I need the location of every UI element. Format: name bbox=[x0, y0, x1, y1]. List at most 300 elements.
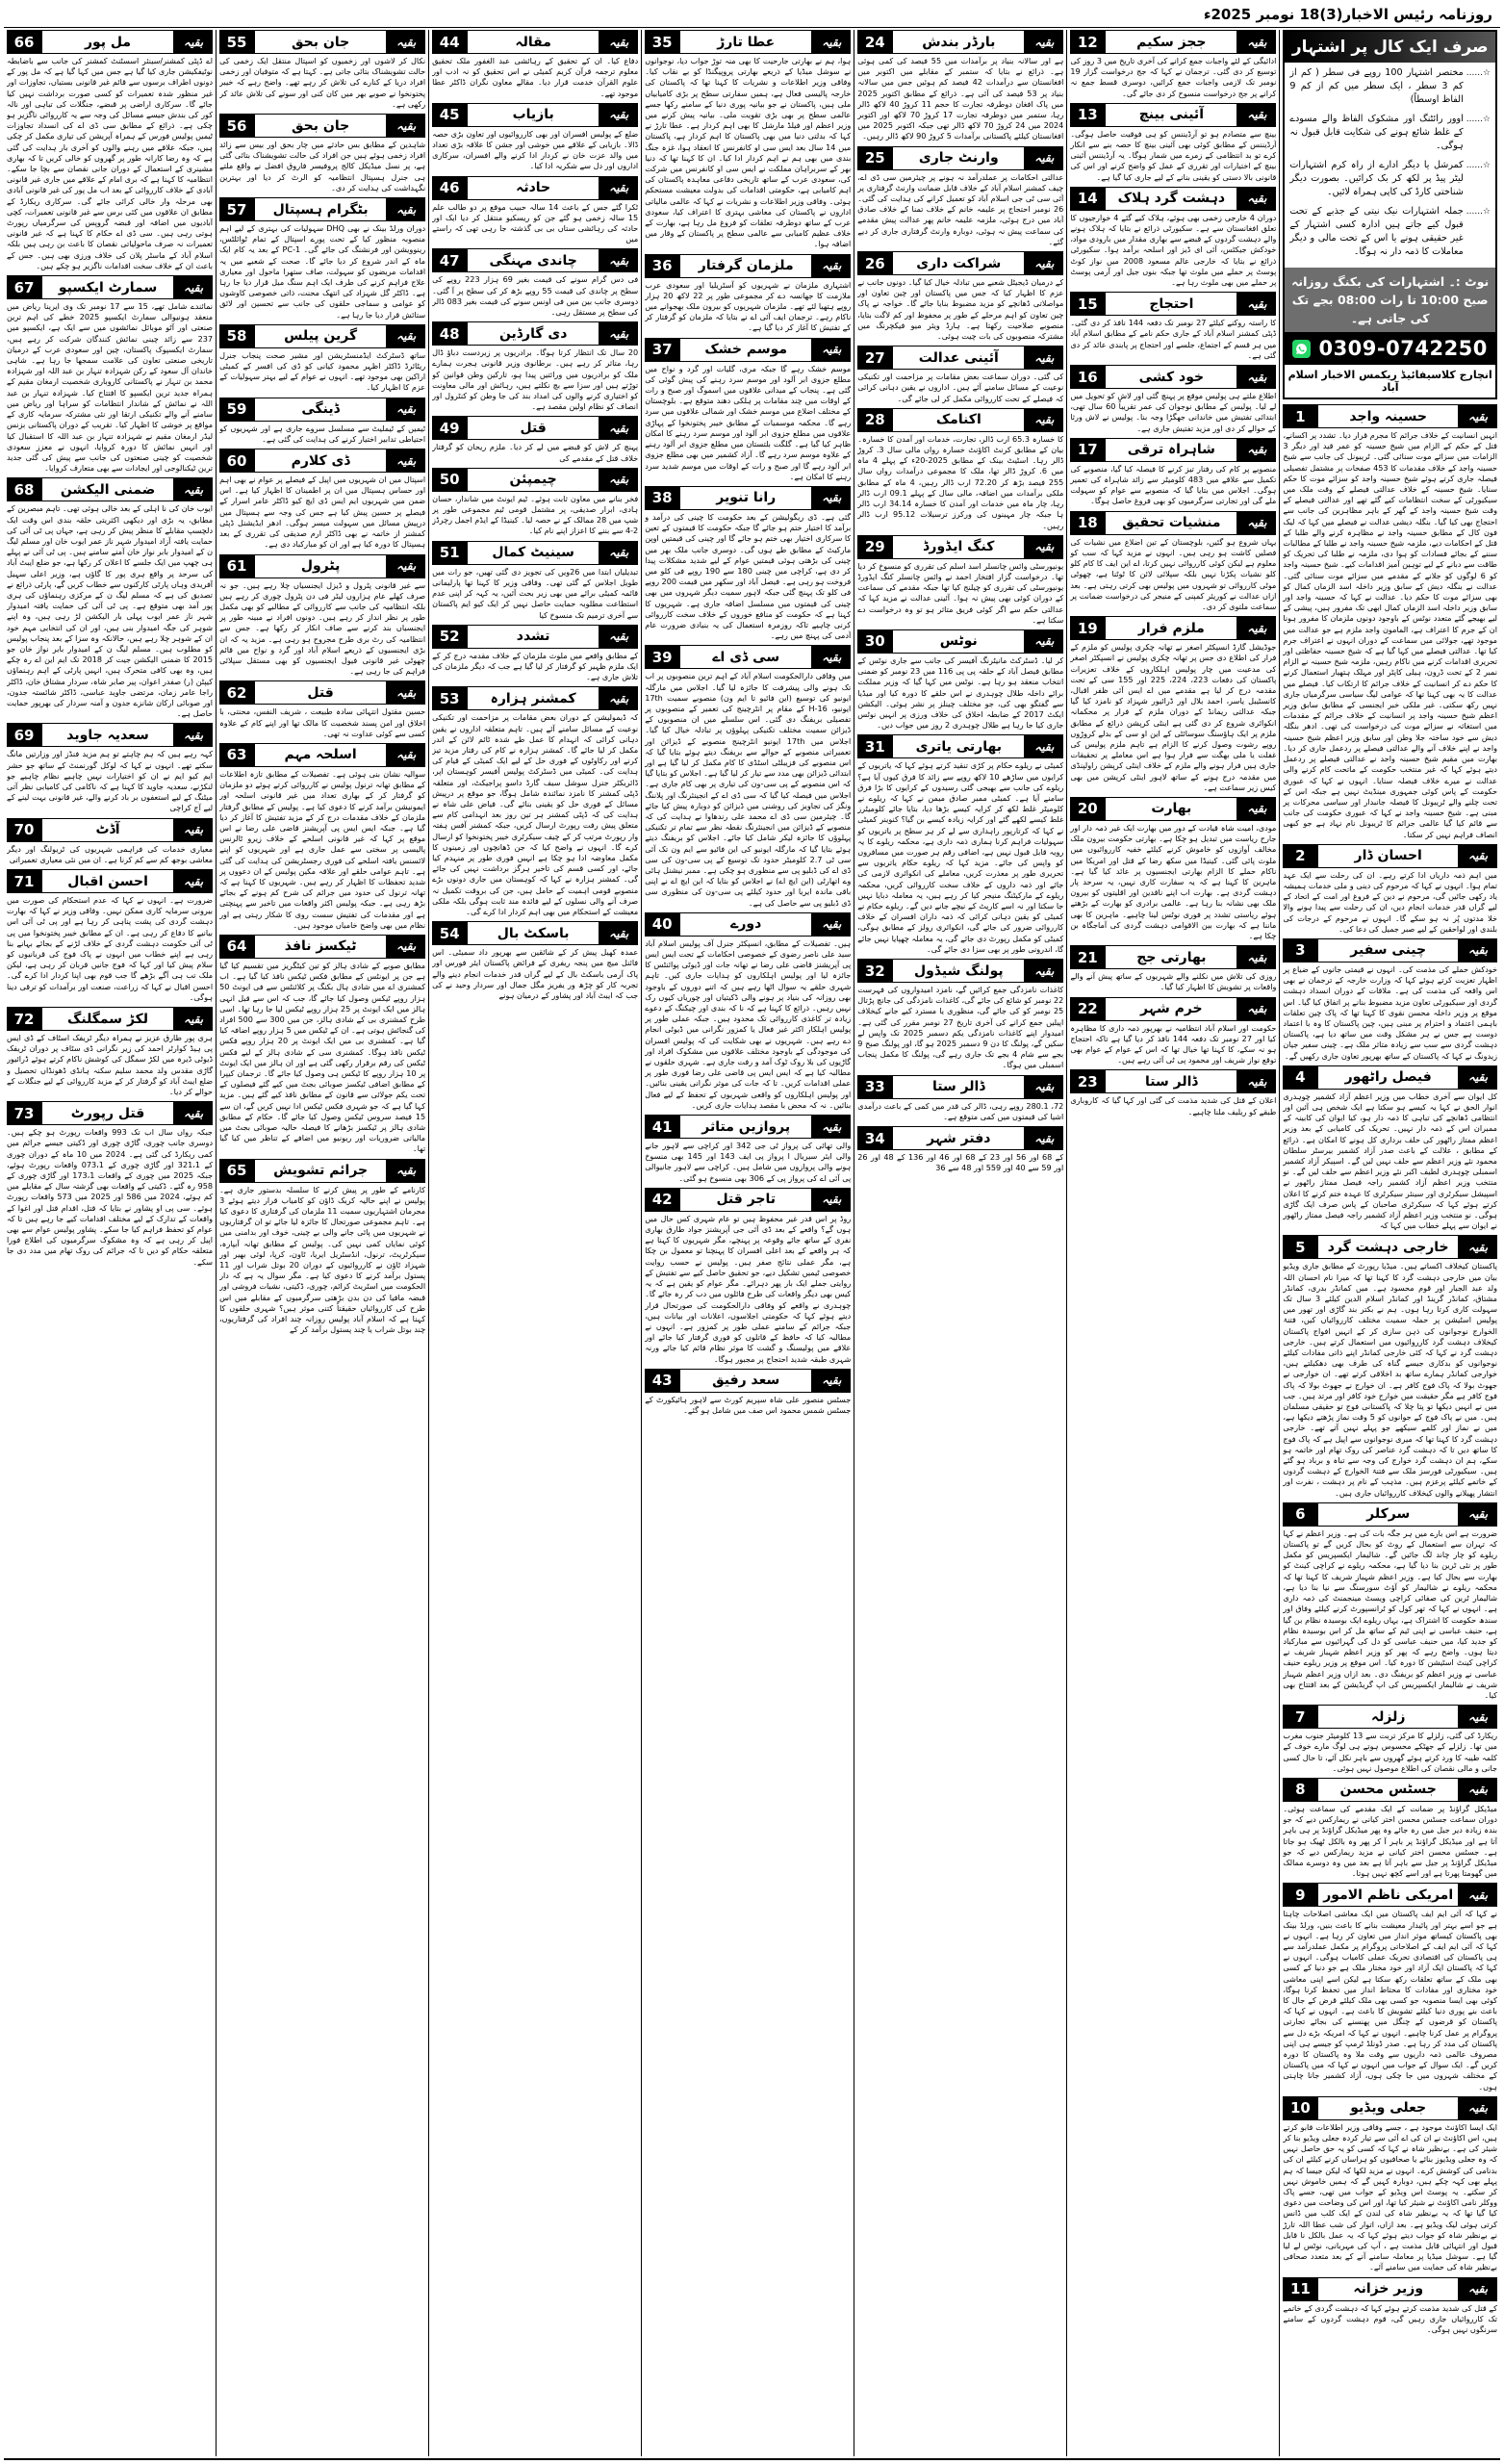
continuation-tag: بقیہ bbox=[813, 913, 850, 936]
continuation-header bbox=[1070, 292, 1276, 316]
story-title: قتل رپورٹ bbox=[40, 1102, 175, 1124]
story-number: 65 bbox=[220, 1160, 253, 1182]
continuation-tag: بقیہ bbox=[600, 687, 637, 709]
continuation-tag: بقیہ bbox=[1026, 960, 1062, 982]
story-block bbox=[7, 1101, 213, 1268]
story-title: احتجاج bbox=[1104, 293, 1238, 315]
story-body: کے درمیان ڈیجیٹل شعبے میں تبادلہ خیال کیا گیا۔ دونوں جانب نے عزم کا اظہار کیا کہ جس میں پاکستان اور چین تعاون اور مواصلاتی ڈھانچے کو مزید مضبوط بنایا جائے گا۔ خواجہ نے پاک چین تعاون کو اہم مرحلے کے طور پر محفوظ اور کم لاگت بتایا، منصوبے صلاحیت رکھتا ہے۔ ہارڈ ویئر میو فیکچرنگ میں مشترکہ منصوبوں کی بات چیت ہوئی۔ bbox=[857, 277, 1064, 342]
story-block bbox=[645, 254, 851, 334]
continuation-header bbox=[219, 30, 425, 54]
continuation-tag: بقیہ bbox=[813, 646, 850, 668]
story-title: حادثہ bbox=[466, 177, 600, 199]
story-block bbox=[1070, 616, 1276, 793]
story-body: ضلع کے پولیس افسران اور بھی کارروائیوں اور تعاون بڑی حصہ ڈالا۔ بازیابی کے علاقے میں خوشی اور جشن کا علاقہ بڑی تعداد میں والد عزت خان نے کردار ادا کرنے والے افسران، سرکاری اداروں اور دل سے شکریہ ادا کیا۔ bbox=[432, 128, 639, 171]
story-block bbox=[432, 921, 638, 1001]
story-number: 57 bbox=[220, 198, 253, 220]
continuation-header bbox=[1070, 511, 1276, 535]
story-number: 40 bbox=[646, 913, 678, 936]
story-title: اکنامک bbox=[891, 409, 1026, 431]
continuation-header bbox=[1283, 1883, 1497, 1907]
continuation-tag: بقیہ bbox=[388, 325, 424, 347]
story-block bbox=[1283, 404, 1497, 840]
ad-panel-footer: انچارج کلاسیفائیڈ ریکمس الاخبار اسلام آباد bbox=[1287, 369, 1492, 394]
story-number: 59 bbox=[220, 398, 253, 421]
story-number: 31 bbox=[858, 735, 891, 757]
story-block bbox=[645, 486, 851, 641]
continuation-tag: بقیہ bbox=[1026, 735, 1062, 757]
story-block bbox=[219, 197, 425, 321]
story-body: نے کہا کہ آئی ایم ایف پاکستان میں ایک معاشی اصلاحات چاہتا ہے جو اسے بہتر اور پائیدار معیشت بنانے کا باعث بنیں، ورلڈ بینک بھی پاکستان کیساتھ موثر انداز میں تعاون کر رہا ہے۔ انہوں نے کہا کہ آئی ایم ایف کے اصلاحاتی پروگرام پر مکمل عملدرآمد سے ہی پاکستان کی اقتصادی تحریک عملی کامیاب ہوگی۔ انہوں نے کہا کہ پاکستان ایک آزاد اور خود مختار ملک ہے جو دنیا کے کسی بھی ملک کے ساتھ تعلقات رکھ سکتا ہے لیکن اسے اپنی معاشی خود مختاری اور مفادات کا محتاط انداز میں تحفظ کرنا ہوگا، کوئی بھی ایسا منصوبہ جو کسی بھی ملک کیلئے قرض کے جال کا باعث بنے پوری دنیا کیلئے تشویش کا باعث ہے۔ انہوں نے کہا کہ پاکستان کو قرضوں کے چنگل میں پھنسنے کی بجائے تجارتی پروگرام پر عمل کرنا چاہیے۔ انہوں نے کہا کہ امریکہ بڑے دل سے پاکستان کی مدد کر رہا ہے۔ صدر ڈونلڈ ٹرمپ کو جیسے ہی اپنی مصروف عالمی ذمہ داریوں سے وقت ملا وہ پاکستان کا دورہ کریں گے۔ ایک سوال کے جواب میں انہوں نے کہا کہ میں پاکستان کے مختلف شہروں میں جا چکی ہوں، آزاد کشمیر جانا چاہتی ہوں۔ bbox=[1283, 1909, 1497, 2092]
continuation-header bbox=[1283, 1235, 1497, 1259]
star-icon: ☆...... bbox=[1466, 115, 1491, 124]
story-block bbox=[1283, 2096, 1497, 2273]
story-body: جوڈیشل گارڈ انسپکٹر اصغر نے تھانہ چکری پولیس کو ملزم کے فرار کی اطلاع دی جس پر تھانہ چکری پولیس نے انسپکٹر اصغر کی مدعیت میں چار پولیس اہلکاروں کے خلاف تعزیرات پاکستان کی دفعات 223، 224، 225 اور 155 سی کے تحت مقدمہ درج کر لیا ہے مقدمے میں اے ایس آئی ظفر اقبال، کانسٹیبل یاسر، احمد بلال اور ڈرائیور شہزاد کو نامزد کیا گیا جبکہ عدالتی ریمانڈ کے دوران ملزم کے فرار پر محکمانہ انکوائری شروع کر دی گئی ہے اینٹی کرپشن ذرائع کے مطابق ملزم پر ایک ہاؤسنگ سوسائٹی کے این او سی کے بدلے کروڑوں روپے رشوت وصول کرنے کا الزام ہے تاہم ملزم پولیس کی غفلت یا ملی بھگت سے فرار ہوا ہے اس معاملے پر تحقیقات جاری ہیں فرار ہونے والے ملزم کے خلاف اینٹی کرپشن راولپنڈی میں مقدمہ درج ہونے کے ساتھ لاہور اینٹی کرپشن میں بھی کیس زیر سماعت ہے۔ bbox=[1070, 642, 1277, 792]
story-block bbox=[857, 629, 1063, 731]
story-body: 20 سال تک انتظار کرتا ہوگا۔ برادریوں پر زبردست دباؤ ڈال رہا، متاثر کر رہے ہیں۔ برطانوی وزیر قانونی ہجرت ہمارے ملک کو برادریوں میں وراثتیں پیدا ہو، تارکین وطن قوانین کو توڑتے ہیں اور سزا سے بچ نکلتے ہیں، رہائش اور مالی معاونت کو اختیاری کرنے والوں کی امداد بند کی جا وطن کو کنٹرول اور انصاف کو نظام اولین مقصد ہے۔ bbox=[432, 347, 639, 412]
story-title: ڈالر ستا bbox=[1104, 1070, 1238, 1092]
story-title: جان بحق bbox=[253, 115, 388, 137]
continuation-tag: بقیہ bbox=[1238, 998, 1275, 1020]
continuation-tag: بقیہ bbox=[1026, 409, 1062, 431]
story-body: مودی، امیت شاہ قیادت کے دور میں بھارت ایک غیر ذمہ دار اور جارح ریاست میں تبدیل ہو چکا ہے۔ بھارتی حکومت بیرون ملک مخالف آوازوں کو خاموش کرنے کیلئے خفیہ کارروائیوں میں ملوث پائی گئی۔ کینیڈا میں سکھ رضا کے قتل اور امریکا میں ناکام حملے کا الزام بھارتی ایجنسیوں پر عائد کیا گیا ہے۔ ماہرین کا کہنا ہے کہ یہ سفارت کاری نہیں، یہ سرحد پار دہشت گردی ہے۔ بھارت اب اپنے ناقدین اور اقلیتوں کو بیرون ملک بھی نشانہ بنا رہا ہے۔ عالمی برادری کو بھارت کے بڑھتے ہوئے ریاستی تشدد پر فوری نوٹس لینا چاہیے۔ ماہرین کا بھی ماننا ہے کہ بھارت بین الاقوامی دہشت گردی کی آماجگاہ بن چکا ہے۔ bbox=[1070, 822, 1277, 940]
continuation-header bbox=[1070, 1069, 1276, 1093]
story-title: رانا تنویر bbox=[678, 487, 813, 509]
story-block bbox=[7, 275, 213, 474]
story-title: موسم خشک bbox=[678, 339, 813, 361]
story-title: جعلی ویڈیو bbox=[1316, 2097, 1460, 2119]
story-body: میڈیکل گراؤنڈ پر ضمانت کے ایک مقدمے کی سماعت ہوئی۔ دوران سماعت جسٹس محسن اختر کیانی نے ریمارکس دیے کہ جو بندہ زیادہ دیر جیل میں رہ جائے وہ پھر میڈیکل گراؤنڈ پر ہی باہر آتا ہے اور میڈیکل گراؤنڈ پر باہر آ کر پھر وہ بالکل ٹھیک ہو جاتا ہے۔ جسٹس محسن اختر کیانی نے مزید ریمارکس دیے کہ جو میڈیکل گراؤنڈ پر جیل سے باہر آتا ہے بعد میں وہ دوسرے ممالک میں گھومتا پھرتا ہے اور اسے کچھ نہیں ہوتا۔ bbox=[1283, 1803, 1497, 1879]
story-number: 55 bbox=[220, 31, 253, 53]
story-block bbox=[1070, 365, 1276, 434]
story-body: کمیٹی نے ریلوے حکام پر کڑی تنقید کرتے ہوئے کہا کہ یاتریوں کے کرایوں میں ساڑھے 10 لاکھ روپے سے زائد کا فرق کیوں آیا ہے؟ ریلوے کی جانب سے بھیجی گئی رسیدوں کے کرایوں کا بڑا فرق سامنے آیا ہے۔ کمیٹی ممبر صادق میمن نے کہا کہ ریلوے نے کلومیٹر غلط لکھ کر کرایہ کیسے بڑھا دیا، بتایا جائے کلومیٹرز غلط کیسے لکھے گئے اور کرایہ زیادہ کیسے بن گیا؟ کنوینر کمیٹی نے کہا کہ کرتارپور راہداری سے لے کر ہر سطح پر یاتریوں کو سہولیات فراہم کرنا ہماری ذمہ داری ہے، محکمہ ریلوے کا یہ رویہ قابل قبول نہیں ہے، اضافی رقم ہر صورت میں مسافروں کو واپس کی جائے۔ مزید کہا کہ ریلوے حکام یاتریوں سے تحریری طور پر معذرت کریں، معاملے کی انکوائری لازمی کی جائے اور ذمہ داروں کے خلاف سخت کارروائی کریں، محکمہ ریلوے کے مارکیٹنگ منیجر کیا کر رہے ہیں، یہ معاملہ دبایا نہیں جا سکتا اور نہ اسے کارپٹ کے نیچے جانے دیں گے۔ ریلوے حکام نے کمیٹی کو یقین دہانی کرائی کہ ذمہ داران افسران کے خلاف کارروائی ضرور کی جائے گی، انکوائری رولز کے مطابق ہوگی، کمیٹی کو مکمل رپورٹ دی جائے گی، یہ معاملہ چھپایا نہیں جائے گا، اندرونی طور پر بھی سزا دی جائے گی۔ bbox=[857, 760, 1064, 954]
continuation-header bbox=[1283, 1502, 1497, 1527]
story-body: نکال کر لاشوں اور زخمیوں کو اسپتال منتقل ایک زخمی کی حالت تشویشناک بتائی جاتی ہے۔ کہتا ہے کہ متوفیان اور زخمی افراد دریا کے کنارے کی تلاش کر رہے تھے۔ واضح رہے کہ خیبر پختونخوا نے صوبے بھر میں کان کنی اور سونے کی تلاش عائد کر رکھی ہے۔ bbox=[219, 56, 426, 109]
story-title: ڈی کلارم bbox=[253, 449, 388, 472]
continuation-tag: بقیہ bbox=[813, 487, 850, 509]
story-number: 52 bbox=[433, 626, 466, 648]
story-block bbox=[1283, 1705, 1497, 1774]
story-number: 60 bbox=[220, 449, 253, 472]
continuation-tag: بقیہ bbox=[813, 1116, 850, 1138]
story-body: روزی کی تلاش میں نکلنے والے شہریوں کے ساتھ پیش آنے والے واقعات پر تشویش کا اظہار کیا گیا۔ bbox=[1070, 971, 1277, 992]
continuation-header bbox=[7, 275, 213, 299]
continuation-header bbox=[7, 869, 213, 893]
story-number: 5 bbox=[1284, 1236, 1316, 1258]
story-body: ہے اور سالانہ بنیاد پر برآمدات میں 55 فیصد کی کمی ہوئی ہے۔ ذرائع نے بتایا کہ ستمبر کے مقابلے میں اکتوبر میں افغانستان سے درآمدات 42 فیصد کم ہوئیں جس میں سالانہ بنیاد پر 53 فیصد کی آئی ہے۔ ذرائع کے مطابق اکتوبر 2025 میں پاک افغان دوطرفہ تجارت کا حجم 11 کروڑ 40 لاکھ ڈالر رہا، ستمبر میں دوطرفہ تجارت 17 کروڑ 70 لاکھ اور اکتوبر 2024 میں 24 کروڑ 70 لاکھ ڈالر تھی جبکہ اکتوبر 2025 میں افغانستان کیلئے پاکستانی برآمدات 5 کروڑ 90 لاکھ ڈالر رہیں۔ bbox=[857, 56, 1064, 141]
continuation-header bbox=[219, 1159, 425, 1183]
continuation-tag: بقیہ bbox=[388, 398, 424, 421]
story-block bbox=[645, 1115, 851, 1184]
col-6 bbox=[216, 30, 428, 2456]
story-block bbox=[1070, 797, 1276, 941]
continuation-header bbox=[219, 743, 425, 767]
story-body: یہاں شروع ہو گئیں، بلوچستان کے تین اضلاع میں نشیات کی فصلیں کاشت ہو رہی ہیں۔ انہوں نے مزید کہا کہ سب کو معلوم ہے لیکن کوئی کارروائی نہیں کرتا، اے این ایف کا کام کلو کلو نشیات پکڑنا نہیں بلکہ سپلائی لائن کا ٹوٹنا ہے، چھوٹی موٹی کارروائی تو شہروں میں پولیس بھی کرتی رہتی ہے۔ بعد ازاں عدالت نے کوریئر کمپنی کے منیجر کی درخواست ضمانت پر سماعت ملتوی کر دی۔ bbox=[1070, 536, 1277, 611]
continuation-header bbox=[857, 959, 1063, 983]
continuation-header bbox=[7, 30, 213, 54]
story-title: بٹگرام ہسپتال bbox=[253, 198, 388, 220]
story-number: 27 bbox=[858, 346, 891, 369]
story-number: 67 bbox=[8, 276, 40, 298]
story-title: کمشنر ہزارہ bbox=[466, 687, 600, 709]
story-number: 1 bbox=[1284, 405, 1316, 427]
story-title: آئینی عدالت bbox=[891, 346, 1026, 369]
continuation-tag: بقیہ bbox=[1026, 1076, 1062, 1098]
story-number: 58 bbox=[220, 325, 253, 347]
continuation-tag: بقیہ bbox=[1238, 617, 1275, 639]
story-title: منشیات تحقیق bbox=[1104, 512, 1238, 534]
story-title: وارنٹ جاری bbox=[891, 147, 1026, 169]
story-body: کہ ڈیمولیشن کے دوران بعض مقامات پر مزاحمت اور تکنیکی نوعیت کے مسائل سامنے آئے ہیں۔ تاہم متعلقہ اداروں نے یقین دہانی کرائی کہ انہدام کا عمل طے شدہ ٹائم لائن کے اندر مکمل کر لیا جائے گا۔ کمشنر ہزارہ نے کام کی رفتار مزید تیز کرنے اور رکاوٹوں کے فوری حل کے لیے ایک کمیٹی کے قیام کی ہدایت کی۔ کمیٹی میں ڈسٹرکٹ پولیس آفیسر کوہستان اپر، ڈائریکٹر جنرل سوشل سیف گارڈ داسو پراجیکٹ، اور متعلقہ ڈپٹی کمشنر کا نامزد نمائندہ شامل ہوگا، جو موقع پر درپیش مسائل کے فوری حل کو یقینی بنائے گی۔ فیاض علی شاہ نے ہدایت کی کہ ڈپٹی کمشنر ہر تین روز بعد انہدامی کام سے متعلق پیش رفت رپورٹ ارسال کریں، جبکہ کمشنر آفس ہفتہ وار رپورٹ مرتب کر کے چیف سیکرٹری خیبر پختونخوا کو ارسال کرے گا۔ انہوں نے واضح کیا کہ جن ڈھانچوں اور زمینوں کا مکمل معاوضہ ادا ہو چکا ہے انہیں فوری طور پر منہدم کیا جائے، اور کسی قسم کی تاخیر ہرگز برداشت نہیں کی جائے گی۔ کمشنر ہزارہ نے کہا کہ کوہستان میں جاری دونوں بڑے منصوبے قومی اہمیت کے حامل ہیں، جن کی بروقت تکمیل نہ صرف آنے والی نسلوں کے لیے فائدہ مند ثابت ہوگی بلکہ ملکی معیشت کے استحکام میں بھی اہم کردار ادا کرے گی۔ bbox=[432, 712, 639, 916]
story-number: 32 bbox=[858, 960, 891, 982]
col-2 bbox=[1066, 30, 1279, 2456]
story-title: بھارتی جج bbox=[1104, 946, 1238, 968]
ad-phone-row[interactable] bbox=[1285, 332, 1495, 365]
story-title: امریکی ناظم الامور bbox=[1316, 1884, 1460, 1906]
story-number: 16 bbox=[1071, 366, 1104, 388]
story-title: ضمنی الیکشن bbox=[40, 478, 175, 500]
story-number: 46 bbox=[433, 177, 466, 199]
story-body: موسم خشک رہے گا جبکہ مری، گلیات اور گرد و نواح میں مطلع جزوی ابر آلود اور موسم سرد رہنے کی پیش گوئی کی گئی ہے۔ پنجاب کے میدانی علاقوں میں اسموگ اور صبح و رات کے اوقات میں چند مقامات پر ہلکی دھند متوقع ہے۔ بلوچستان کے مختلف اضلاع میں موسم خشک اور شمالی علاقوں میں سرد رہے گا۔ محکمہ موسمیات کے مطابق خیبر پختونخوا کے پہاڑی علاقوں میں مطلع جزوی ابر آلود اور موسم سرد رہنے کا امکان ظاہر کیا گیا ہے۔ گلگت بلتستان میں مطلع جزوی ابر آلود رہنے کے علاوہ موسم سرد رہے گا۔ آزاد کشمیر میں بھی مطلع جزوی ابر آلود رہے گا اور صبح و رات کے اوقات میں موسم شدید سرد رہنے کا امکان ہے۔ bbox=[645, 363, 852, 481]
ad-booking-note: نوٹ :۔ اشتہارات کی بکنگ روزانہ صبح 10:00 تا رات 08:00 بجے تک کی جاتی ہے۔ bbox=[1285, 268, 1495, 332]
story-title: سعد رفیق bbox=[678, 1370, 813, 1392]
story-title: جان بحق bbox=[253, 31, 388, 53]
story-body: ایوب خان کی نا اہلی کے بعد خالی ہوئی تھی۔ تاہم مبصرین کے مطابق، یہ بڑی اور دیکھی اکثریتی حلقہ بندی اس وقت ایک دلچسپ مقابلے کا منظر پیش کر رہی ہے، جہاں پی ٹی آئی کی حمایت یافتہ آزاد امیدوار شہر ناز عمر ایوب خان اور مسلم لیگ ن کے امیدوار بابر نواز خان آمنے سامنے ہیں۔ پی ٹی آئی نے پہلے ہی چھپ میں ایک جلسے کا اعلان کر رکھا ہے، جو ضلع ایبٹ آباد کی سرحد پر واقع ہری پور کا گاؤں ہے، وزیر اعلی سہیل آفریدی وہاں پارٹی کارکنوں سے خطاب کریں گے، پارٹی ذرائع نے تصدیق کی ہے کہ مسلم لیگ ن کے مرکزی رہنماؤں کی ہری پور آمد بھی متوقع ہے۔ پی ٹی آئی کی حمایت یافتہ امیدوار شہر ناز عمر ایوب پہلی بار الیکشن لڑ رہی ہیں، وہ اپنے شوہر کی جگہ امیدوار بنی ہیں، اور ان کی انتخابی مہم خود ان کے شوہر چلا رہے ہیں، حالانکہ وہ سزا کے بعد پنجاب پولیس کو مطلوب ہیں۔ مسلم لیگ ن کے امیدوار بابر نواز خان جو 2015 کا ضمنی الیکشن جیت کر 2018 تک ایم این اے رہ چکے ہیں، وہ بھی کافی متحرک ہیں، انہیں پارٹی کے اہم رہنماؤں کیپٹن (ر) صفدر اعوان، پیر صابر شاہ، سردار مشتاق خان، ڈاکٹر راجا عامر زمان، مرتضی جاوید عباسی، ڈاکٹر شائستہ جدون، اور صوبائی ارکان شانزے جدون و آمنہ سردار کی بھرپور حمایت حاصل ہے۔ bbox=[7, 503, 214, 719]
story-title: سمارٹ ایکسپو bbox=[40, 276, 175, 298]
story-number: 66 bbox=[8, 31, 40, 53]
masthead bbox=[4, 2, 1500, 28]
story-body: جسٹس منصور علی شاہ سپریم کورٹ سے لاہور ہائیکورٹ کے جسٹس شمس محمود اس صف میں شامل ہو گئے۔ bbox=[645, 1394, 852, 1415]
story-body: ٹیمیں کے ٹیملیٹ سے مسلسل سروے جاری ہے اور شہریوں کو احتیاطی تدابیر اختیار کرنے کی ہدایت کی گئی ہے۔ bbox=[219, 423, 426, 444]
story-title: شاہراہ ترقی bbox=[1104, 439, 1238, 461]
story-title: ڈینگی bbox=[253, 398, 388, 421]
continuation-tag: بقیہ bbox=[813, 339, 850, 361]
story-block bbox=[219, 680, 425, 739]
continuation-header bbox=[857, 1126, 1063, 1150]
continuation-tag: بقیہ bbox=[1460, 1503, 1496, 1526]
continuation-tag: بقیہ bbox=[388, 31, 424, 53]
story-block bbox=[857, 251, 1063, 342]
continuation-header bbox=[432, 468, 638, 492]
continuation-tag: بقیہ bbox=[1026, 346, 1062, 369]
continuation-header bbox=[857, 1075, 1063, 1099]
story-body: کی گئی۔ دوران سماعت بعض مقامات پر مزاحمت اور تکنیکی نوعیت کے مسائل سامنے آئے ہیں۔ اداروں نے یقین دہانی کرائی کہ فیصلے کے تحت کارروائی مکمل کر لی جائے گی۔ bbox=[857, 372, 1064, 403]
story-block bbox=[1070, 945, 1276, 992]
story-number: 69 bbox=[8, 724, 40, 746]
story-number: 24 bbox=[858, 31, 891, 53]
continuation-header bbox=[1070, 797, 1276, 821]
continuation-header bbox=[857, 346, 1063, 370]
continuation-tag: بقیہ bbox=[1460, 2278, 1496, 2300]
story-title: تشدد bbox=[466, 626, 600, 648]
continuation-tag: بقیہ bbox=[1238, 439, 1275, 461]
story-number: 30 bbox=[858, 630, 891, 653]
story-block bbox=[857, 346, 1063, 404]
continuation-header bbox=[1070, 997, 1276, 1021]
story-number: 9 bbox=[1284, 1884, 1316, 1906]
continuation-header bbox=[645, 1115, 851, 1139]
star-icon: ☆...... bbox=[1466, 161, 1491, 170]
continuation-header bbox=[645, 1188, 851, 1212]
continuation-tag: بقیہ bbox=[1238, 31, 1275, 53]
story-block bbox=[1283, 844, 1497, 935]
story-block bbox=[219, 324, 425, 394]
story-title: نوٹس bbox=[891, 630, 1026, 653]
continuation-header bbox=[857, 629, 1063, 654]
story-number: 26 bbox=[858, 252, 891, 274]
continuation-header bbox=[1070, 616, 1276, 640]
story-block bbox=[1070, 438, 1276, 507]
story-body: اسپتال میں ان شہریوں میں اپیل کے فیصلے پر عوام نے بھی اہم اور حساس ہسپتال میں ان پر اطمینان کا اظہار کیا ہے۔ اس ضمن میں شہریوں ایم ایس ڈی ایچ کیو ڈاکٹر عامر اسرار کے فیصلے پر حسین پیش کیا ہے جس کی وجہ سے ہسپتال میں درپیش مسائل میں سہولت میسر ہوگی۔ ادھر ایڈیشنل ڈپٹی کمشنر از خاتمہ نے بھی ڈاکٹر ارم صدیقی کی تقرری کے بعد ہسپتال کا دورہ کیا ہے اور ان کو مبارکباد دی ہے۔ bbox=[219, 475, 426, 550]
story-body: اے ڈپٹی کمشنر/سینئر اسسٹنٹ کمشنر کی جانب سے باضابطہ نوٹیفکیشن جاری کیا گیا ہے جس میں کہا گیا ہے کہ مل پور کے دونوں اطراف برسوں سے قائم غیر قانونی بستیاں، تجاوزات اور غیر منظور شدہ تعمیرات کو کسی صورت برداشت نہیں کیا جائے گا۔ سرکاری اراضی پر قبضے، جنگلات کی تباہی اور نالہ کور کی بندش جیسے مسائل کی وجہ سے یہ کارروائی ناگزیر ہو چکی ہے۔ ذرائع کے مطابق سی ڈی اے کی انسداد تجاوزات ٹیمیں پولیس فورس کے ہمراہ آپریشن کی تیاری مکمل کر چکی ہیں، جبکہ علاقے میں رہنے والوں کو آخری بار ہدایت کی گئی ہے کہ وہ رضا کارانہ طور پر گھروں کو خالی کریں تا کہ بھاری مشینری کے استعمال کے دوران جانی نقصان سے بچا جا سکے۔ انتظامیہ کا کہنا ہے کہ بری امام کے علاقے میں جاری غیر قانونی آبادی کے خلاف کارروائی کے بعد اب مل پور کی غیر قانونی آبادی بھی مرحلہ وار خالی کرائی جائے گی۔ سرکاری ریکارڈ کے مطابق ان علاقوں میں کئی برس سے غیر قانونی تعمیرات، کچی آبادیوں میں اضافہ اور قبضہ گروپس کی سرگرمیاں رپورٹ ہوتی رہی ہیں۔ سی ڈی اے حکام کا کہنا ہے کہ غیر قانونی تعمیرات نہ صرف ماحولیاتی نقصان کا باعث بن رہی ہیں بلکہ اسلام آباد کے ماسٹر پلان کی خلاف ورزی بھی ہیں۔ جس کے باعث ان کے خلاف سخت اقدامات ناگزیر ہو چکے ہیں۔ bbox=[7, 56, 214, 270]
story-number: 29 bbox=[858, 536, 891, 558]
story-body: سوالیہ نشان بنی ہوئی ہے۔ تفصیلات کے مطابق تازہ اطلاعات کے مطابق تھانہ ترنول پولیس نے کارروائی کرتے ہوئے دو ملزمان کو گرفتار کر کے بھاری تعداد میں غیر قانونی اسلحہ اور ایمونیشن برآمد کرنے کا دعوی کیا ہے۔ پولیس کے مطابق گرفتار ملزمان کے خلاف مقدمات درج کر کے مزید تفتیش کا آغاز کر دیا گیا ہے۔ جبکہ ایس ایس پی آپریشنز قاضی علی رضا نے اس موقع پر کہا کہ غیر قانونی اسلحے کے خلاف زیرو ٹالرنس پالیسی پر سختی سے عمل جاری ہے اور شہریوں کو اپنے لائسنس یافتہ اسلحے کی فوری رجسٹریشن کی ہدایت کی گئی ہے۔ تاہم عوامی حلقے اور علاقہ مکین پولیس کے ان دعووں پر شدید تحفظات کا اظہار کر رہے ہیں۔ شہریوں کا کہنا ہے کہ تھانہ ترنول کی حدود میں جرائم کی شرح کم ہونے کے بجائے بڑھ رہی ہے۔ جبکہ پولیس اکثر واقعات میں تاخیر سے پہنچتی ہے اور مقدمات کی تفتیش سست روی کا شکار رہتی ہے اور نظام میں بھی واضح خامیاں موجود ہیں۔ bbox=[219, 768, 426, 930]
ad-panel-heading: صرف ایک کال پر اشتہار bbox=[1285, 32, 1495, 63]
story-number: 43 bbox=[646, 1370, 678, 1392]
story-title: تاجر قتل bbox=[678, 1189, 813, 1211]
continuation-header bbox=[7, 1101, 213, 1125]
story-number: 13 bbox=[1071, 104, 1104, 126]
continuation-header bbox=[219, 680, 425, 705]
story-number: 4 bbox=[1284, 1066, 1316, 1089]
story-title: سینیٹ کمال bbox=[466, 542, 600, 564]
story-body: کے 68 اور 56 اور 23 کے 68 اور 46 اور 136 کے 48 اور 26 اور 59 سے 40 اور 559 اور 48 سے 36 bbox=[857, 1152, 1064, 1173]
story-title: جسٹس محسن bbox=[1316, 1779, 1460, 1801]
continuation-header bbox=[432, 30, 638, 54]
ad-phone-number[interactable]: 0309-0742250 bbox=[1318, 337, 1488, 360]
story-number: 25 bbox=[858, 147, 891, 169]
ad-bullet-text: کمرشل یا دیگر ادارے از راہ کرم اشتہارات لیٹر پیڈ پر لکھ کر بک کرائیں۔ بصورت دیگر شناختی کارڈ کی کاپی ہمراہ لائیں۔ bbox=[1289, 160, 1464, 197]
continuation-tag: بقیہ bbox=[175, 1102, 212, 1124]
continuation-header bbox=[432, 541, 638, 565]
col-4 bbox=[641, 30, 854, 2456]
story-number: 37 bbox=[646, 339, 678, 361]
story-title: چاندی مہنگی bbox=[466, 249, 600, 271]
continuation-tag: بقیہ bbox=[1238, 1070, 1275, 1092]
bottom-rule bbox=[4, 2458, 1500, 2460]
story-block bbox=[7, 723, 213, 813]
story-block bbox=[219, 398, 425, 445]
continuation-header bbox=[219, 554, 425, 578]
story-number: 73 bbox=[8, 1102, 40, 1124]
continuation-header bbox=[1070, 945, 1276, 969]
continuation-tag: بقیہ bbox=[388, 681, 424, 704]
story-block bbox=[857, 959, 1063, 1071]
continuation-header bbox=[432, 625, 638, 649]
story-body: فی دس گرام سونے کی قیمت بغیر 69 ہزار 223 روپے کی سطح پر چاندی کی قیمت 55 روپے بڑھ کر کی سطح پر آ گئی۔ دوسری جانب بین میں فی اونس سونے کی قیمت بغیر 083 ڈالر کی سطح پر مستقل رہی۔ bbox=[432, 274, 639, 318]
story-title: بھارت bbox=[1104, 798, 1238, 820]
continuation-header bbox=[857, 734, 1063, 758]
story-title: قتل bbox=[466, 417, 600, 439]
story-title: مل پور bbox=[40, 31, 175, 53]
continuation-tag: بقیہ bbox=[600, 922, 637, 944]
continuation-tag: بقیہ bbox=[175, 1008, 212, 1030]
story-title: ملزمان گرفتار bbox=[678, 255, 813, 277]
continuation-tag: بقیہ bbox=[388, 555, 424, 578]
story-number: 61 bbox=[220, 555, 253, 578]
story-body: اعلان کے قتل کی شدید مذمت کی گئی اور کہا گیا کہ کاروباری طبقے کو ریلیف ملنا چاہیے۔ bbox=[1070, 1095, 1277, 1116]
continuation-tag: بقیہ bbox=[813, 1370, 850, 1392]
story-title: ڈالر ستا bbox=[891, 1076, 1026, 1098]
continuation-tag: بقیہ bbox=[175, 870, 212, 892]
story-number: 33 bbox=[858, 1076, 891, 1098]
continuation-header bbox=[1283, 844, 1497, 868]
story-number: 48 bbox=[433, 322, 466, 345]
continuation-header bbox=[857, 251, 1063, 275]
continuation-header bbox=[645, 486, 851, 510]
continuation-tag: بقیہ bbox=[388, 936, 424, 958]
continuation-header bbox=[432, 103, 638, 127]
story-block bbox=[1070, 292, 1276, 361]
story-title: چیمپئن bbox=[466, 469, 600, 491]
story-block bbox=[432, 30, 638, 99]
story-body: معیاری خدمات کی فراہمی شہریوں کی ٹریولنگ اور دیگر معاشی بوجھ کم سے کم کرنا ہے۔ ان میں نئی معیاری تعمیراتی bbox=[7, 843, 214, 864]
story-title: آڈٹ bbox=[40, 819, 175, 841]
story-number: 10 bbox=[1284, 2097, 1316, 2119]
masthead-text: روزنامہ رئیس الاخبار(3)18 نومبر 2025ء bbox=[1203, 6, 1492, 23]
story-title: خارجی دہشت گرد bbox=[1316, 1236, 1460, 1258]
story-block bbox=[857, 1075, 1063, 1122]
story-block bbox=[1283, 1065, 1497, 1232]
story-number: 11 bbox=[1284, 2278, 1316, 2300]
story-title: ملزم فرار bbox=[1104, 617, 1238, 639]
story-number: 39 bbox=[646, 646, 678, 668]
story-number: 35 bbox=[646, 31, 678, 53]
continuation-tag: بقیہ bbox=[1238, 798, 1275, 820]
continuation-header bbox=[219, 449, 425, 473]
continuation-header bbox=[219, 114, 425, 138]
story-number: 2 bbox=[1284, 845, 1316, 867]
continuation-tag: بقیہ bbox=[1460, 1066, 1496, 1089]
story-body: حسین مقتول انتہائی سادہ طبیعت ، شریف النفس، محنتی، با اخلاق اور امن پسند شخصیت کا مالک تھا اور اپنے کام کے علاوہ کسی سے کوئی عداوت نہ تھی۔ bbox=[219, 706, 426, 738]
continuation-tag: بقیہ bbox=[1238, 293, 1275, 315]
story-number: 49 bbox=[433, 417, 466, 439]
continuation-header bbox=[645, 1369, 851, 1393]
continuation-header bbox=[219, 197, 425, 221]
continuation-tag: بقیہ bbox=[600, 31, 637, 53]
continuation-header bbox=[1070, 438, 1276, 462]
continuation-header bbox=[1070, 365, 1276, 389]
continuation-tag: بقیہ bbox=[175, 819, 212, 841]
story-number: 71 bbox=[8, 870, 40, 892]
classified-ad-panel bbox=[1283, 30, 1497, 399]
story-block bbox=[432, 625, 638, 683]
continuation-header bbox=[1070, 187, 1276, 211]
story-block bbox=[219, 30, 425, 110]
continuation-tag: بقیہ bbox=[600, 104, 637, 126]
story-number: 45 bbox=[433, 104, 466, 126]
story-title: وزیر خزانہ bbox=[1316, 2278, 1460, 2300]
story-block bbox=[219, 114, 425, 193]
continuation-tag: بقیہ bbox=[1238, 366, 1275, 388]
story-block bbox=[857, 1126, 1063, 1173]
continuation-tag: بقیہ bbox=[600, 177, 637, 199]
continuation-header bbox=[645, 254, 851, 278]
continuation-header bbox=[1283, 1065, 1497, 1090]
story-block bbox=[857, 734, 1063, 955]
story-title: بارڈر بندش bbox=[891, 31, 1026, 53]
story-body: پہنچ کر لاش کو قبضے میں لے کر دیا۔ ملزم ریحان کو گرفتار خلاف قتل کے مقدمے کی bbox=[432, 442, 639, 463]
story-body: دوران ورلڈ بینک نے بھی DHQ سہولیات کی بہتری کے لیے اہم منصوبہ منظور کیا کے تحت پورے اسپتال کے تمام ٹوائلٹس، رینوویشن اور فرنشنگ کی جائے گی۔ PC-1 کے بعد یہ کام ایک ماہ کے اندر شروع کر دیا جائے گا۔ صحت کے شعبے میں یہ اقدامات مریضوں کو سہولت، صاف ستھرا ماحول اور معیاری علاج فراہم کرنے کی طرف ایک اہم سنگ میل قرار دیا جا رہا ہے۔ ڈاکٹر گل شہزاد کی انتھک محنت، ذاتی خصوصی کاوشوں کو عوامی و سماجی حلقوں کی جانب سے تحسین اور لائق ستائش قرار دیا جا رہا ہے۔ bbox=[219, 223, 426, 320]
story-body: ہری پور طارق عزیز نے ہمراہ دیگر ٹریفک اسٹاف کے ڈی ایس پی ہیڈ کوارٹر احمد کی زیر نگرانی ڈی سٹاف پر دوران ٹریفک ڈیوٹی ڈیرہ میں لکڑ سمگل کی کوشش ناکام کرتے ہوئے ڈرائیور گاڑی مقدس ولد محمد سلیم سکنہ ہانڈی ڈھونڈاں تحصیل و ضلع ایبٹ آباد کو گرفتار کر کے مزید کارروائی کے لیے جنگلات کے حوالے کر دیا۔ bbox=[7, 1033, 214, 1097]
continuation-header bbox=[7, 1007, 213, 1031]
story-block bbox=[432, 468, 638, 537]
continuation-header bbox=[857, 408, 1063, 432]
story-body: کے قتل کی شدید مذمت کرتے ہوئے کہا کہ دہشت گردی کے خاتمے تک کارروائیاں جاری رہیں گی، قوم دہشت گردوں کے سامنے سرنگوں نہیں ہوگی۔ bbox=[1283, 2302, 1497, 2335]
story-block bbox=[219, 1159, 425, 1336]
col-1 bbox=[1279, 30, 1500, 2456]
continuation-tag: بقیہ bbox=[813, 1189, 850, 1211]
story-body: 72، 280.1 روپے رہی، ڈالر کی قدر میں کمی کے باعث درآمدی اشیا کی قیمتوں میں کمی متوقع ہے۔ bbox=[857, 1100, 1064, 1121]
continuation-tag: بقیہ bbox=[1026, 630, 1062, 653]
story-body: دوران 4 خارجی زخمی بھی ہوئے، ہلاک کیے گئے 4 خوارجیوں کا تعلق افغانستان سے ہے۔ سکیورٹی ذرائع نے بتایا کہ ہلاک ہونے والے دہشت گردوں کے قبضے سے بھاری مقدار میں بارودی مواد، خودکش جیکٹس، آئی ای ڈیز اور اسلحہ برآمد ہوا۔ سکیورٹی ذرائع نے بتایا کہ خارجی عالم مسعود 2008 میں نواز کوٹ پوسٹ پر حملے میں ملوث تھا جبکہ بنوں جیل اور آرمی پوسٹ پر حملے میں بھی ملوث رہا ہے۔ bbox=[1070, 212, 1277, 288]
story-title: زلزلہ bbox=[1316, 1706, 1460, 1728]
continuation-tag: بقیہ bbox=[1460, 845, 1496, 867]
story-body: جبکہ رواں سال اب تک 993 واقعات رپورٹ ہو چکے ہیں۔ دوسری جانب چوری، گاڑی چوری اور ڈکیتی جیسے جرائم میں کمی ریکارڈ کی گئی ہے۔ 2024 میں 10 ماہ کے دوران چوری کے 321،1 اور گاڑی چوری کے 073،1 واقعات رپورٹ ہوئے، جبکہ 2025 میں چوری کے واقعات 173،1 اور گاڑی چوری کے 958 رہ گئے۔ ڈکیتی کے واقعات بھی گزشتہ سال کے مقابلے میں کم ہوئے، 2024 میں 586 اور 2025 میں 573 واقعات رپورٹ ہوئے۔ سی پی او پشاور نے بتایا کہ قتل، اقدام قتل اور اغوا کے واقعات کے تدارک کے لیے مختلف اقدامات کیے جا رہے ہیں تا کہ عوام کو تحفظ فراہم کیا جا سکے۔ پشاور پولیس عوام سے بھی اپیل کر رہی ہے کہ وہ مشکوک سرگرمیوں کی اطلاع فورا متعلقہ حکام کو دیں تا کہ جرائم کی روک تھام میں مدد دی جا سکے۔ bbox=[7, 1127, 214, 1267]
story-title: دورے bbox=[678, 913, 813, 936]
story-number: 62 bbox=[220, 681, 253, 704]
story-body: اطلاع ملتے ہی پولیس موقع پر پہنچ گئی اور لاش کو تحویل میں لے لیا۔ پولیس کے مطابق نوجوان کی عمر تقریباً 60 سال تھی، ابتدائی تفتیش میں خاندانی جھگڑا وجہ بنا۔ پولیس نے لاش ورثا کے حوالے کر دی اور مزید تفتیش جاری ہے۔ bbox=[1070, 391, 1277, 433]
story-block bbox=[1283, 2277, 1497, 2336]
story-block bbox=[219, 743, 425, 931]
story-body: گئی ہے۔ ڈی ریگولیشن کے بعد حکومت کا چینی کی درآمد و برآمد کا اختیار ختم ہو جائے گا جبکہ حکومت کا قیمتوں کے تعین کا سرکاری اختیار بھی ختم ہو جائے گا اور چینی کی قیمتیں اوپن مارکیٹ کے مطابق طے ہوں گی۔ دوسری جانب ملک بھر میں چینی کی بڑھتی ہوئی قیمتیں عوام کے لیے شدید مشکلات پیدا کر دی ہے، کراچی میں چینی 180 سے 190 روپے فی کلو میں فروخت ہو رہی ہے۔ فیصل آباد اور سکھر میں قیمت 200 روپے فی کلو تک پہنچ گئی جبکہ لاہور سمیت دیگر شہروں میں بھی چینی کی قیمتوں میں مسلسل اضافہ جاری ہے۔ شہریوں کا کہنا ہے کہ حکومت کو منافع خوروں کے خلاف سخت کارروائی کرنی چاہیے تاکہ روزمرہ استعمال کی یہ بنیادی ضرورت عام آدمی کی پہنچ میں رہے۔ bbox=[645, 511, 852, 641]
story-title: احسن اقبال bbox=[40, 870, 175, 892]
story-number: 34 bbox=[858, 1127, 891, 1149]
story-block bbox=[857, 408, 1063, 531]
story-block bbox=[432, 248, 638, 318]
story-block bbox=[645, 645, 851, 908]
story-block bbox=[1283, 1235, 1497, 1498]
continuation-tag: بقیہ bbox=[175, 276, 212, 298]
continuation-tag: بقیہ bbox=[1460, 2097, 1496, 2119]
continuation-header bbox=[857, 30, 1063, 54]
story-block bbox=[1283, 938, 1497, 1062]
story-block bbox=[432, 321, 638, 412]
story-title: اسلحہ مہم bbox=[253, 744, 388, 766]
story-block bbox=[857, 535, 1063, 626]
story-body: شاہدین کے مطابق بس حادثے میں چار بحق اور بیس سے زائد افراد زخمی ہوئے ہیں جن افراد کی حالت تشویشناک بتائی گئی ہے، پر نسل میڈیکل کالج پروفیسر فاروق افضل نے واقع ملتے ہی جنرل ہسپتال انتظامیہ کو الرٹ کر دیا اور بہترین نگہداشت کی ہدایت کر دی۔ bbox=[219, 140, 426, 192]
columns-board bbox=[4, 28, 1500, 2456]
story-block bbox=[645, 30, 851, 250]
story-number: 70 bbox=[8, 819, 40, 841]
continuation-tag: بقیہ bbox=[1460, 939, 1496, 962]
story-block bbox=[1070, 511, 1276, 612]
story-number: 36 bbox=[646, 255, 678, 277]
continuation-header bbox=[1283, 1705, 1497, 1729]
ad-bullet bbox=[1289, 66, 1491, 107]
ad-bullet-text: جملہ اشتہارات نیک نیتی کے جذبے کے تحت قبول کیے جاتے ہیں ادارہ کسی اشتہار کے غیر حقیقی ہونے یا اس کے تحت مالی و دیگر معاملات کا ذمہ دار نہ ہوگا۔ bbox=[1289, 206, 1464, 257]
continuation-tag: بقیہ bbox=[175, 31, 212, 53]
story-block bbox=[1283, 1778, 1497, 1879]
story-body: میں وفاقی دارالحکومت اسلام آباد کے اہم ترین منصوبوں پر اب تک ہونے والی پیشرفت کا جائزہ لیا گیا۔ اجلاس میں مارگلہ ایونیو کی توسیع (این فائیو تا ایم ون) منصوبے سمیت 17th ایونیو، H-16 کے مقام پر انٹرچینج کی تعمیر کے منصوبوں پر تفصیلی بریفنگ دی گئی۔ اس سلسلے میں ان منصوبوں کے ڈیزائن سمیت مختلف تکنیکی پہلوؤں پر تبادلہ خیال کیا گیا۔ اجلاس میں 17th ایونیو انٹرچینج منصوبے کے ڈیزائن اور تعمیراتی منصوبے کے حوالے سے بریفنگ دیتے ہوئے بتایا گیا کہ اس منصوبے کی فزیبلٹی اسٹڈی کا کام مکمل کر لیا گیا ہے اور ابتدائی ڈیزائن بھی مدد سے تیار کر لیا گیا ہے۔ اجلاس کو بتایا گیا کہ اس منصوبے کے پی سی-ون کی تیاری پر بھی کام جاری ہے۔ اجلاس میں فیصلہ کیا گیا کہ سی ڈی اے کے انجینئرنگ اور پلاننگ ونگز کی تجاویز کی روشنی میں ڈیزائن کو دوبارہ پیش کیا جائے گا۔ چیئرمین سی ڈی اے محمد علی رندھاوا نے ہدایت کی کہ منصوبے کے ڈیزائن میں انجینئرنگ نقطہ نظر سے تمام تر تکنیکی پہلوؤں کا جائزہ لیکر شامل کیا جائے۔ اجلاس کو بریفنگ دیتے ہوئے بتایا گیا کہ مارگلہ ایونیو کی این فائیو سے ایم ون تک آئی سی ٹی 2.7 کلومیٹر حدود تک توسیع کے پی سی-ون کی سی ڈی اے کی ڈبلیو پی سے منظوری ہو چکی ہے۔ ممبر نیشنل ہائی وے اتھارٹی (این ایچ اے) نے اجلاس کو بتایا کہ این ایچ اے نے اپنی باقی ماندہ ایریا اور حدود کیلئے پی سی-ون کی منظوری سی ڈی ڈبلیو پی سے حاصل کی ہے۔ bbox=[645, 671, 852, 908]
story-title: سی ڈی اے bbox=[678, 646, 813, 668]
story-block bbox=[1070, 103, 1276, 183]
story-block bbox=[432, 541, 638, 621]
story-number: 23 bbox=[1071, 1070, 1104, 1092]
story-body: سے غیر قانونی پٹرول و ڈیزل ایجنسیاں چلا رہے ہیں۔ جو نہ صرف کھلے عام ہزاروں لیٹر فی دن پٹرول چوری کر رہے ہیں بلکہ انتظامیہ کی جانب سے کارروائی کے مطالبے کو بھی مکمل طور پر نظر انداز کر رہے ہیں۔ دونوں افراد نے مبینہ طور پر ایجنسیاں بند کرنے سے صاف انکار کر رکھا ہے۔ جس سے انتظامیہ کی رٹ بری طرح مجروح ہو رہی ہے۔ مزید یہ کہ ان بڑی ایجنسیوں کے ذریعے اسلام آباد اور گرد و نواح میں قائم چھوٹی غیر قانونی فیول ایجنسیوں کو بھی مستقل سپلائی فراہم کی جا رہی ہے۔ bbox=[219, 579, 426, 677]
story-block bbox=[645, 1188, 851, 1365]
col-7 bbox=[4, 30, 216, 2456]
story-number: 38 bbox=[646, 487, 678, 509]
story-block bbox=[857, 30, 1063, 142]
story-number: 50 bbox=[433, 469, 466, 491]
story-number: 15 bbox=[1071, 293, 1104, 315]
ad-panel-bullets bbox=[1285, 63, 1495, 268]
story-body: عمدہ کھیل پیش کر کے شائقین سے بھرپور داد سمیٹی۔ اس فائنل میچ میں پنجہ ریفری کے فرائض پاکستان ایئر فورس اور پاک آرمی باسکٹ بال کے لیے گراں قدر خدمات انجام دینے والے تجربہ کار کو چڑھ ور یفریز مگل جمال اور سردار وحید نے کی جب کہ ایبٹ آباد اور پشاور کے درمیان ہونے bbox=[432, 947, 639, 1000]
story-title: عطا تارڑ bbox=[678, 31, 813, 53]
story-body: میں اہم ذمہ داریاں ادا کرتے رہے۔ ان کی رحلت سے ایک عہد تمام ہوا۔ انہوں نے کہا کہ مرحوم کی دینی و ملی خدمات ہمیشہ یاد رکھی جائیں گی، مرحوم نے دین کے فروغ اور امت کے اتحاد کے لیے گراں قدر خدمات انجام دیں، ان کی رحلت سے پیدا ہونے والا خلا مدتوں پُر نہ ہو سکے گا۔ انہوں نے مرحوم کے درجات کی بلندی اور لواحقین کے لیے صبر جمیل کی دعا کی۔ bbox=[1283, 869, 1497, 934]
story-body: ضرورت ہے۔ انہوں نے کہا کہ عدم استحکام کی صورت میں بیرونی سرمایہ کاری ممکن نہیں۔ وفاقی وزیر نے کہا کہ بھارت دہشت گردی کی پشت پناہی کر رہا ہے اور پی ٹی آئی اس بیانیے کا دفاع کر رہی ہے۔ ان کے مطابق خیبر پختونخوا میں پی ٹی آئی حکومت دہشت گردی کے خلاف لڑنے کے بجائے بہانے بنا رہی ہے اپنے خطاب میں انہوں نے پاک فوج کی قربانیوں کو سلام پیش کیا اور کہا کہ فوج جانیں قربان کر رہی ہے، لیکن ملک تب ہی آگے بڑھے گا جب قوم بھی اپنا کردار ادا کرے گی۔ احسن اقبال نے کہا کہ زراعت، صنعت اور برآمدات کو ترقی دینا ہوگی۔ bbox=[7, 895, 214, 1002]
story-body: ضرورت ہے اس بارے میں ہر جگہ بات کی ہے۔ وزیر اعظم نے کہا کہ تہران سے استعمال کے روٹ کو بحال کریں گے تو پاکستان ریلوے کو چار چاند لگ جائیں گے۔ شالیمار ایکسپریس کو مکمل طور پر نئی ٹرین بنا دیا گیا ہے، محکمہ ریلوے نے کراچی کینٹ کو بھارت سے بحال کیا ہے۔ وزیر اعظم شہباز شریف کا کہنا تھا کہ محکمہ ریلوے نے شالیمار کو آؤٹ سورسنگ سے نیا بنا دیا ہے، شالیمار ٹرین کی صفائی کراچی ویسٹ مینجمنٹ کی ذمہ داری ہے۔ انہوں نے کہا کہ تھر کول کو ٹرانسپورٹ کرنے کیلئے وفاق اور سندھ حکومت کا اشتراک ہے، یہاں ریلوے ایک بوسیدہ نظام بن گیا ہے، حنیف عباسی نے اپنی ٹیم کے ساتھ مل کر اس بوسیدہ نظام کو جدید کیا، میں حنیف عباسی کو دل کی گہرائیوں سے مبارکباد دیتا ہوں۔ واضح رہے کہ پھر کو وزیر اعظم شہباز شریف نے کراچی کینٹ اسٹیشن کا دورہ کیا۔ اس موقع پر وزیر ریلوے حنیف عباسی نے وزیر اعظم کو بریفنگ دی۔ بعد ازاں وزیر اعظم شہباز شریف نے شالیمار ایکسپریس کی اپ گریڈیشن کے بعد افتتاح بھی کیا۔ bbox=[1283, 1527, 1497, 1700]
